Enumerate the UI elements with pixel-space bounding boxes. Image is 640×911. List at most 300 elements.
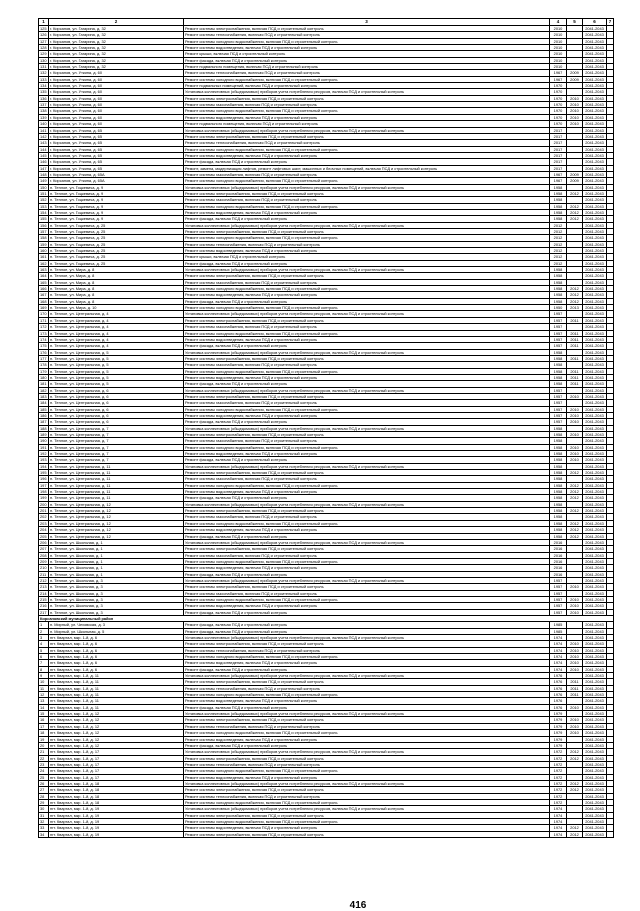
table-cell: 2011 [567, 685, 583, 691]
table-cell: пгт. Квартал, мкр. 1-й, д. 12 [49, 730, 184, 736]
table-cell: 2041-2043 [583, 432, 607, 438]
table-cell: 2011 [567, 374, 583, 380]
column-header: 7 [607, 19, 614, 26]
table-cell: Ремонт системы водоотведения, включая ПСД и строительный контроль [184, 489, 550, 495]
table-cell: 2012 [567, 508, 583, 514]
table-cell: 5 [39, 647, 49, 653]
table-cell: 192 [40, 451, 47, 457]
table-cell: 2012 [550, 222, 567, 228]
table-cell: 2041-2043 [583, 317, 607, 323]
table-cell: 155 [40, 216, 47, 222]
table-cell: г. Кирсанов, ул. Уткина, д. 60 [49, 70, 184, 76]
table-cell: п. Теплое, ул. Центральная, д. 11 [49, 463, 184, 469]
table-cell: г. Кирсанов, ул. Уткина, д. 60 [49, 102, 184, 108]
table-cell: п. Теплое, ул. Мира, д. 8 [49, 286, 184, 292]
table-cell: Ремонт системы электроснабжения, включая ПСД и строительный контроль [184, 355, 550, 361]
table-cell: 2010 [567, 419, 583, 425]
table-cell: 202 [40, 514, 47, 520]
table-cell: г. Кирсанов, ул. Уткина, д. 65А [49, 178, 184, 184]
table-cell: Ремонт системы водоотведения, включая ПСД и строительный контроль [184, 248, 550, 254]
table-cell: пгт. Квартал, мкр. 1-й, д. 12 [49, 742, 184, 748]
table-cell: 2010 [567, 95, 583, 101]
table-cell: Ремонт системы холодного водоснабжения, включая ПСД и строительный контроль [184, 235, 550, 241]
table-cell: 2041-2043 [583, 374, 607, 380]
table-cell: пгт. Квартал, мкр. 1-й, д. 12 [49, 711, 184, 717]
table-cell: 2041-2043 [583, 501, 607, 507]
table-cell: 2041-2043 [583, 171, 607, 177]
table-cell: г. Кирсанов, ул. Гагарина, д. 32 [49, 64, 184, 70]
table-cell: 1958 [550, 476, 567, 482]
table-cell: 2017 [550, 133, 567, 139]
table-cell: 2012 [567, 209, 583, 215]
table-cell: 2041-2043 [583, 83, 607, 89]
table-cell: 1958 [550, 451, 567, 457]
table-cell: 1957 [550, 609, 567, 615]
table-cell: 1958 [550, 381, 567, 387]
table-cell: Ремонт системы электроснабжения, включая ПСД и строительный контроль [184, 432, 550, 438]
table-cell: 2041-2043 [583, 273, 607, 279]
table-cell: п. Теплое, ул. Школьная, д. 1 [49, 539, 184, 545]
table-cell: Ремонт фасада, включая ПСД и строительный контроль [184, 298, 550, 304]
table-cell: Установка коллективных (общедомовых) приборов учета потребления ресурсов, включая ПСД и строительный контроль [184, 349, 550, 355]
document-page [38, 18, 613, 911]
table-cell: 200 [40, 501, 47, 507]
table-cell: Установка коллективных (общедомовых) приборов учета потребления ресурсов, включая ПСД и строительный контроль [184, 539, 550, 545]
table-cell: 1972 [550, 749, 567, 755]
table-cell: 2041-2043 [583, 533, 607, 539]
table-cell: Ремонт фасада, включая ПСД и строительный контроль [184, 628, 550, 634]
table-cell: пгт. Квартал, мкр. 1-й, д. 11 [49, 685, 184, 691]
table-cell: 2010 [550, 26, 567, 32]
table-cell: п. Теплое, ул. Центральная, д. 6 [49, 393, 184, 399]
table-cell: 2041-2043 [583, 165, 607, 171]
table-cell: 2041-2043 [583, 660, 607, 666]
table-cell: Ремонт системы холодного водоснабжения, включая ПСД и строительный контроль [184, 305, 550, 311]
table-cell: 1 [39, 622, 49, 628]
table-cell: 1967 [550, 178, 567, 184]
table-cell: 2016 [550, 565, 567, 571]
table-cell: 152 [40, 197, 47, 203]
table-cell: п. Теплое, ул. Гоцкевича, д. 9 [49, 197, 184, 203]
table-cell: Ремонт системы теплоснабжения, включая ПСД и строительный контроль [184, 647, 550, 653]
table-cell: 2016 [550, 552, 567, 558]
table-cell: г. Кирсанов, ул. Уткина, д. 65 [49, 146, 184, 152]
table-cell: 22 [39, 755, 49, 761]
table-cell: 172 [40, 324, 47, 330]
table-cell: 24 [39, 768, 49, 774]
table-cell: 182 [40, 387, 47, 393]
table-cell: Ремонт системы теплоснабжения, включая ПСД и строительный контроль [184, 32, 550, 38]
table-cell: пгт. Квартал, мкр. 1-й, д. 6 [49, 660, 184, 666]
table-cell: п. Теплое, ул. Центральная, д. 12 [49, 508, 184, 514]
table-cell: г. Кирсанов, ул. Уткина, д. 60 [49, 76, 184, 82]
table-cell: 135 [40, 89, 47, 95]
table-cell: 2041-2043 [583, 45, 607, 51]
table-cell: Ремонт системы электроснабжения, включая ПСД и строительный контроль [184, 470, 550, 476]
table-cell: 2011 [567, 679, 583, 685]
table-cell: Ремонт системы холодного водоснабжения, включая ПСД и строительный контроль [184, 178, 550, 184]
table-cell: 2041-2043 [583, 190, 607, 196]
table-cell: 2041-2043 [583, 444, 607, 450]
table-cell: 184 [40, 400, 47, 406]
table-cell: 1974 [550, 825, 567, 831]
table-cell: 138 [40, 108, 47, 114]
table-cell: г. Кирсанов, ул. Гагарина, д. 32 [49, 38, 184, 44]
table-cell: 1979 [550, 723, 567, 729]
table-cell: 1976 [550, 679, 567, 685]
table-cell: 2017 [550, 140, 567, 146]
table-cell: п. Теплое, ул. Гоцкевича, д. 25 [49, 241, 184, 247]
table-cell: 2010 [550, 64, 567, 70]
table-cell: 150 [40, 184, 47, 190]
table-cell: 2041-2043 [583, 140, 607, 146]
table-cell: 2010 [567, 596, 583, 602]
table-cell: 2041-2043 [583, 209, 607, 215]
table-cell: 1979 [550, 742, 567, 748]
column-header: 6 [583, 19, 607, 26]
table-cell: 2041-2043 [583, 761, 607, 767]
table-cell: 186 [40, 412, 47, 418]
table-cell: 2041-2043 [583, 539, 607, 545]
table-cell: Ремонт системы электроснабжения, включая ПСД и строительный контроль [184, 229, 550, 235]
table-cell: 2041-2043 [583, 584, 607, 590]
table-cell: Ремонт системы газоснабжения, включая ПСД и строительный контроль [184, 197, 550, 203]
table-cell: 2041-2043 [583, 685, 607, 691]
table-cell: 1972 [550, 799, 567, 805]
table-cell: 1957 [550, 324, 567, 330]
table-cell: п. Теплое, ул. Гоцкевича, д. 25 [49, 260, 184, 266]
table-cell: Ремонт системы водоотведения, включая ПСД и строительный контроль [184, 45, 550, 51]
table-cell: 1985 [550, 622, 567, 628]
table-cell: Ремонт системы холодного водоснабжения, включая ПСД и строительный контроль [184, 520, 550, 526]
table-cell: п. Теплое, ул. Центральная, д. 11 [49, 470, 184, 476]
table-cell: 149 [40, 178, 47, 184]
table-cell: 2041-2043 [583, 381, 607, 387]
table-cell: 157 [40, 229, 47, 234]
table-cell: 2041-2043 [583, 482, 607, 488]
table-cell: 29 [39, 799, 49, 805]
table-cell: 1974 [550, 641, 567, 647]
table-cell: Ремонт фасада, включая ПСД и строительный контроль [184, 533, 550, 539]
table-cell: 2041-2043 [583, 552, 607, 558]
table-cell: Установка коллективных (общедомовых) приборов учета потребления ресурсов, включая ПСД и строительный контроль [184, 711, 550, 717]
table-cell: 2041-2043 [583, 393, 607, 399]
table-cell: 2012 [567, 190, 583, 196]
table-cell: 126 [40, 32, 47, 38]
table-cell: п. Теплое, ул. Центральная, д. 5 [49, 355, 184, 361]
table-cell: 1958 [550, 362, 567, 368]
table-cell: 2010 [567, 717, 583, 723]
table-cell: 2041-2043 [583, 343, 607, 349]
table-cell: 1970 [550, 102, 567, 108]
table-cell: Ремонт фасада, включая ПСД и строительный контроль [184, 666, 550, 672]
table-cell: п. Теплое, ул. Школьная, д. 3 [49, 603, 184, 609]
table-cell: 204 [40, 527, 47, 533]
table-cell: 2041-2043 [583, 577, 607, 583]
table-cell: 210 [40, 565, 47, 571]
table-cell: пгт. Квартал, мкр. 1-й, д. 6 [49, 647, 184, 653]
table-cell: пгт. Квартал, мкр. 1-й, д. 6 [49, 666, 184, 672]
table-cell: 1958 [550, 184, 567, 190]
table-cell: 1958 [550, 273, 567, 279]
table-cell: г. Кирсанов, ул. Уткина, д. 65 [49, 127, 184, 133]
table-cell: п. Теплое, ул. Центральная, д. 4 [49, 336, 184, 342]
table-cell: 2041-2043 [583, 114, 607, 120]
table-cell: 1957 [550, 590, 567, 596]
table-cell: 1957 [550, 406, 567, 412]
table-cell: 1979 [550, 717, 567, 723]
table-cell: 2012 [567, 825, 583, 831]
table-cell: 1958 [550, 438, 567, 444]
table-cell: 2041-2043 [583, 184, 607, 190]
table-cell: 1958 [550, 527, 567, 533]
table-cell: 2041-2043 [583, 596, 607, 602]
table-cell: 1957 [550, 584, 567, 590]
table-cell: 2041-2043 [583, 793, 607, 799]
table-cell: 162 [40, 260, 47, 266]
table-cell: 1957 [550, 343, 567, 349]
table-cell: 143 [40, 140, 47, 146]
table-cell: 15 [39, 711, 49, 717]
table-cell: 2041-2043 [583, 349, 607, 355]
table-cell: Ремонт системы электроснабжения, включая ПСД и строительный контроль [184, 508, 550, 514]
table-cell: 1958 [550, 520, 567, 526]
table-cell: пгт. Квартал, мкр. 1-й, д. 18 [49, 793, 184, 799]
table-cell: пгт. Квартал, мкр. 1-й, д. 18 [49, 787, 184, 793]
table-cell: 1970 [550, 83, 567, 89]
table-cell: п. Теплое, ул. Центральная, д. 12 [49, 501, 184, 507]
table-cell: 151 [40, 190, 47, 196]
table-cell: 1974 [550, 647, 567, 653]
table-cell: пгт. Квартал, мкр. 1-й, д. 6 [49, 635, 184, 641]
table-cell: 2016 [550, 558, 567, 564]
table-cell: Ремонт системы газоснабжения, включая ПСД и строительный контроль [184, 102, 550, 108]
table-cell: 31 [39, 812, 49, 818]
table-cell: 2041-2043 [583, 704, 607, 710]
table-cell: 2041-2043 [583, 698, 607, 704]
table-cell: Ремонт системы холодного водоснабжения, включая ПСД и строительный контроль [184, 38, 550, 44]
table-cell: Ремонт системы электроснабжения, включая ПСД и строительный контроль [184, 393, 550, 399]
table-cell: п. Теплое, ул. Центральная, д. 6 [49, 412, 184, 418]
table-cell: 142 [40, 133, 47, 139]
table-cell: п. Теплое, ул. Мира, д. 8 [49, 292, 184, 298]
section-title: Кирсановский муниципальный район [39, 615, 614, 621]
table-cell: п. Теплое, ул. Центральная, д. 12 [49, 514, 184, 520]
table-cell: 2041-2043 [583, 400, 607, 406]
table-cell: 2011 [567, 692, 583, 698]
table-cell: 1958 [550, 514, 567, 520]
table-cell: 2041-2043 [583, 406, 607, 412]
table-cell: Ремонт фасада, включая ПСД и строительный контроль [184, 609, 550, 615]
table-cell: 3 [39, 635, 49, 641]
table-cell: 2041-2043 [583, 178, 607, 184]
table-cell: п. Теплое, ул. Центральная, д. 11 [49, 495, 184, 501]
table-cell: Ремонт системы электроснабжения, включая ПСД и строительный контроль [184, 273, 550, 279]
table-cell: 1950 [550, 305, 567, 311]
table-cell: 2010 [567, 723, 583, 729]
table-cell: 139 [40, 114, 47, 120]
table-cell: п. Теплое, ул. Центральная, д. 4 [49, 317, 184, 323]
table-cell: 2012 [550, 260, 567, 266]
table-cell: 13 [39, 698, 49, 704]
table-cell: 1957 [550, 336, 567, 342]
table-cell: 1958 [550, 368, 567, 374]
table-cell: 1958 [550, 470, 567, 476]
table-cell: г. Кирсанов, ул. Уткина, д. 65 [49, 140, 184, 146]
table-cell: п. Теплое, ул. Школьная, д. 1 [49, 552, 184, 558]
table-cell: 2017 [550, 127, 567, 133]
table-cell: 2010 [567, 114, 583, 120]
table-cell: Ремонт системы электроснабжения, включая ПСД и строительный контроль [184, 95, 550, 101]
table-cell: 170 [40, 311, 47, 317]
table-cell: 164 [40, 273, 47, 279]
table-cell: Ремонт системы холодного водоснабжения, включая ПСД и строительный контроль [184, 482, 550, 488]
table-cell: 2009 [567, 178, 583, 184]
table-cell: 2041-2043 [583, 825, 607, 831]
table-cell: Ремонт системы водоотведения, включая ПСД и строительный контроль [184, 292, 550, 298]
table-cell: 2041-2043 [583, 565, 607, 571]
table-cell: 2012 [567, 286, 583, 292]
table-cell: 206 [40, 539, 47, 545]
table-cell: Ремонт системы водоотведения, включая ПСД и строительный контроль [184, 825, 550, 831]
table-cell: 1957 [550, 311, 567, 317]
table-cell: Ремонт системы электроснабжения, включая ПСД и строительный контроль [184, 717, 550, 723]
table-cell: Установка коллективных (общедомовых) приборов учета потребления ресурсов, включая ПСД и строительный контроль [184, 311, 550, 317]
table-cell: 2041-2043 [583, 260, 607, 266]
table-cell: Ремонт фасада, включая ПСД и строительный контроль [184, 704, 550, 710]
table-row [39, 831, 614, 837]
table-cell: Ремонт фасада, включая ПСД и строительный контроль [184, 419, 550, 425]
table-cell: Установка коллективных (общедомовых) приборов учета потребления ресурсов, включая ПСД и строительный контроль [184, 780, 550, 786]
table-cell: 2041-2043 [583, 451, 607, 457]
table-cell: 1974 [550, 806, 567, 812]
table-cell: Ремонт системы водоотведения, включая ПСД и строительный контроль [184, 774, 550, 780]
table-cell: п. Теплое, ул. Гоцкевича, д. 25 [49, 235, 184, 241]
table-cell: 2041-2043 [583, 95, 607, 101]
table-cell: 1958 [550, 267, 567, 273]
table-cell: 6 [39, 654, 49, 660]
table-cell: пгт. Квартал, мкр. 1-й, д. 17 [49, 761, 184, 767]
table-cell: Ремонт системы электроснабжения, включая ПСД и строительный контроль [184, 133, 550, 139]
table-cell: 1958 [550, 482, 567, 488]
table-cell: Ремонт системы электроснабжения, включая ПСД и строительный контроль [184, 787, 550, 793]
table-cell: 2041-2043 [583, 57, 607, 63]
table-cell: Ремонт, замена, модернизация лифтов, ремонт лифтовых шахт, машинных и блочных помещений, включая ПСД и строительный контроль [184, 165, 550, 171]
table-cell: Ремонт системы электроснабжения, включая ПСД и строительный контроль [184, 755, 550, 761]
table-cell: 2041-2043 [583, 476, 607, 482]
table-cell: 2041-2043 [583, 64, 607, 70]
table-cell: г. Кирсанов, ул. Уткина, д. 65 [49, 159, 184, 165]
table-cell: Ремонт системы холодного водоснабжения, включая ПСД и строительный контроль [184, 730, 550, 736]
table-cell: 196 [40, 476, 47, 482]
table-cell: 2041-2043 [583, 108, 607, 114]
table-cell: 1972 [550, 768, 567, 774]
table-cell: 2010 [567, 412, 583, 418]
table-cell: 2012 [567, 780, 583, 786]
table-cell: Ремонт системы теплоснабжения, включая ПСД и строительный контроль [184, 241, 550, 247]
table-cell: 171 [40, 317, 47, 323]
table-cell: 2041-2043 [583, 355, 607, 361]
table-cell: 8 [39, 666, 49, 672]
table-cell: 2012 [550, 241, 567, 247]
table-cell: 183 [40, 393, 47, 399]
table-cell: Ремонт системы газоснабжения, включая ПСД и строительный контроль [184, 552, 550, 558]
table-cell: 2041-2043 [583, 831, 607, 837]
table-cell: 2012 [567, 495, 583, 501]
table-cell: Установка коллективных (общедомовых) приборов учета потребления ресурсов, включая ПСД и строительный контроль [184, 89, 550, 95]
table-cell: 2041-2043 [583, 133, 607, 139]
table-cell: 2012 [567, 755, 583, 761]
table-cell: 2041-2043 [583, 723, 607, 729]
table-cell: 2041-2043 [583, 146, 607, 152]
table-cell: 144 [40, 146, 47, 152]
table-cell: п. Теплое, ул. Центральная, д. 7 [49, 425, 184, 431]
table-cell: 1957 [550, 419, 567, 425]
table-cell: Установка коллективных (общедомовых) приборов учета потребления ресурсов, включая ПСД и строительный контроль [184, 673, 550, 679]
table-cell: 2011 [567, 336, 583, 342]
table-cell: 2041-2043 [583, 121, 607, 127]
table-cell: 33 [39, 825, 49, 831]
table-cell: 2012 [567, 482, 583, 488]
table-cell: 161 [40, 254, 47, 260]
table-cell: Ремонт системы водоотведения, включая ПСД и строительный контроль [184, 736, 550, 742]
table-cell: 32 [39, 818, 49, 824]
table-cell: 2041-2043 [583, 216, 607, 222]
table-cell: Ремонт системы теплоснабжения, включая ПСД и строительный контроль [184, 723, 550, 729]
table-cell: 1958 [550, 444, 567, 450]
table-cell: п. Теплое, ул. Центральная, д. 7 [49, 438, 184, 444]
table-cell: Ремонт системы электроснабжения, включая ПСД и строительный контроль [184, 641, 550, 647]
table-cell: п. Теплое, ул. Гоцкевича, д. 9 [49, 184, 184, 190]
table-cell: 23 [39, 761, 49, 767]
table-cell: п. Теплое, ул. Центральная, д. 5 [49, 381, 184, 387]
table-cell: Ремонт системы водоотведения, включая ПСД и строительный контроль [184, 412, 550, 418]
table-cell: 2010 [567, 730, 583, 736]
table-cell: п. Теплое, ул. Центральная, д. 4 [49, 330, 184, 336]
table-cell: п. Теплое, ул. Центральная, д. 5 [49, 374, 184, 380]
table-cell: 2010 [567, 108, 583, 114]
table-cell: 2041-2043 [583, 527, 607, 533]
table-cell: г. Кирсанов, ул. Гагарина, д. 32 [49, 26, 184, 32]
table-cell: 1972 [550, 793, 567, 799]
table-cell: 2041-2043 [583, 749, 607, 755]
table-cell: 2041-2043 [583, 222, 607, 228]
table-cell: Ремонт системы холодного водоснабжения, включая ПСД и строительный контроль [184, 330, 550, 336]
table-cell: 2012 [550, 248, 567, 254]
table-cell: 2041-2043 [583, 463, 607, 469]
table-cell: 2041-2043 [583, 32, 607, 38]
table-cell: п. Теплое, ул. Школьная, д. 3 [49, 584, 184, 590]
table-cell: 2010 [550, 32, 567, 38]
table-cell: 2010 [550, 51, 567, 57]
table-cell: 1976 [550, 673, 567, 679]
table-cell: 10 [39, 679, 49, 685]
table-cell: 21 [39, 749, 49, 755]
table-cell: 1958 [550, 374, 567, 380]
table-cell: 194 [40, 463, 47, 469]
table-cell: пгт. Квартал, мкр. 1-й, д. 18 [49, 799, 184, 805]
table-cell: п. Теплое, ул. Гоцкевича, д. 9 [49, 190, 184, 196]
table-cell: 1958 [550, 355, 567, 361]
table-cell: Установка коллективных (общедомовых) приборов учета потребления ресурсов, включая ПСД и строительный контроль [184, 425, 550, 431]
table-cell: 2041-2043 [583, 666, 607, 672]
column-header: 3 [184, 19, 550, 26]
table-cell: г. Кирсанов, ул. Гагарина, д. 32 [49, 57, 184, 63]
table-cell: п. Мирный, ул. Школьная, д. 5 [49, 628, 184, 634]
table-cell: п. Теплое, ул. Мира, д. 8 [49, 273, 184, 279]
table-cell: 2041-2043 [583, 438, 607, 444]
table-cell: 2041-2043 [583, 654, 607, 660]
